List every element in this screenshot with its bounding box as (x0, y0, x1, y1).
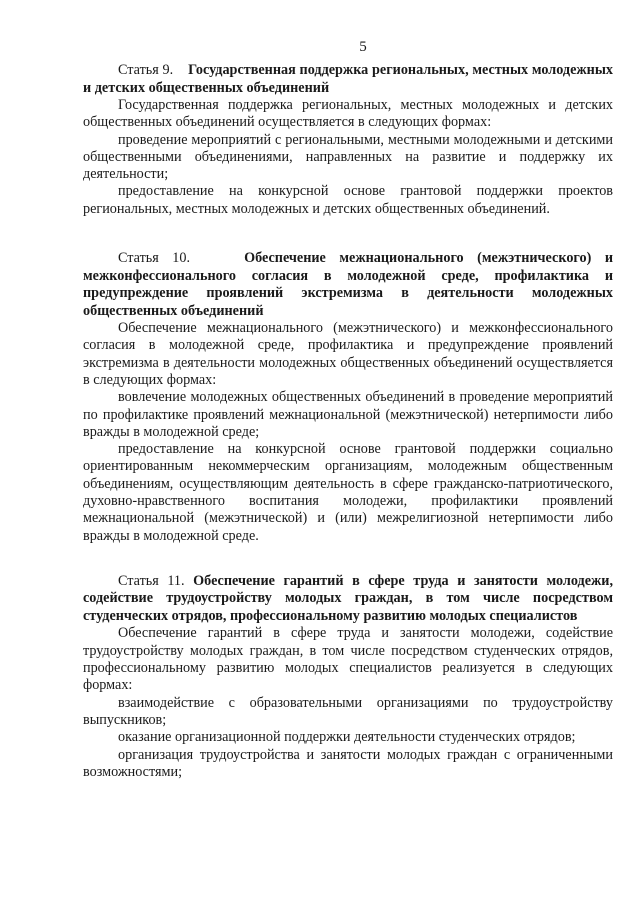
article-10-paragraph-3: предоставление на конкурсной основе грантовой поддержки социально ориентированным некоммерческим организациям, молодежным общественным объединениям, осуществляющим деятельность в сфере гражданско-патриотического, духовно-нравственного воспитания молодежи, профилактики проявлений межнациональной (межэтнической) и (или) межрелигиозной нетерпимости либо вражды в молодежной среде. (83, 441, 613, 544)
article-9-paragraph-3: предоставление на конкурсной основе грантовой поддержки проектов региональных, местных молодежных и детских общественных объединений. (83, 183, 613, 217)
article-11-title: Обеспечение гарантий в сфере труда и занятости молодежи, содействие трудоустройству молодых граждан, в том числе посредством студенческих отрядов, профессиональному развитию молодых специалистов (83, 572, 613, 624)
article-11-paragraph-3: оказание организационной поддержки деятельности студенческих отрядов; (118, 729, 576, 746)
article-10-paragraph-2: вовлечение молодежных общественных объединений в проведение мероприятий по профилактике проявлений межнациональной (межэтнической) нетерпимости либо вражды в молодежной среде; (83, 389, 613, 440)
article-11-paragraph-2: взаимодействие с образовательными организациями по трудоустройству выпускников; (83, 694, 613, 728)
article-10-number: Статья 10. (118, 250, 191, 267)
article-11-paragraph-1: Обеспечение гарантий в сфере труда и занятости молодежи, содействие трудоустройству молодых граждан, в том числе посредством студенческих отрядов, профессиональному развитию молодых специалистов реализуется в следующих формах: (83, 625, 613, 694)
article-11-heading (83, 573, 613, 626)
article-9-title: Государственная поддержка региональных, местных молодежных и детских общественных объединений (83, 62, 614, 96)
article-10-paragraph-1: Обеспечение межнационального (межэтнического) и межконфессионального согласия в молодежной среде, профилактика и предупреждение проявлений экстремизма в деятельности молодежных общественных объединений осуществляется в следующих формах: (83, 320, 613, 388)
article-9-heading (83, 62, 613, 97)
article-11-number: Статья 11. (118, 572, 185, 589)
article-10-heading (83, 250, 613, 320)
article-11-paragraph-4: организация трудоустройства и занятости молодых граждан с ограниченными возможностями; (83, 746, 613, 780)
page-number: 5 (359, 39, 367, 55)
article-10-title: Обеспечение межнационального (межэтнического) и межконфессионального согласия в молодежной среде, профилактика и предупреждение проявлений экстремизма в деятельности молодежных общественных объединений (83, 250, 614, 319)
article-9-paragraph-2: проведение мероприятий с региональными, местными молодежными и детскими общественными объединениями, направленных на развитие и поддержку их деятельности; (83, 131, 613, 183)
article-9-paragraph-1: Государственная поддержка региональных, местных молодежных и детских общественных объединений осуществляется в следующих формах: (83, 97, 613, 131)
article-9-number: Статья 9. (118, 62, 174, 78)
